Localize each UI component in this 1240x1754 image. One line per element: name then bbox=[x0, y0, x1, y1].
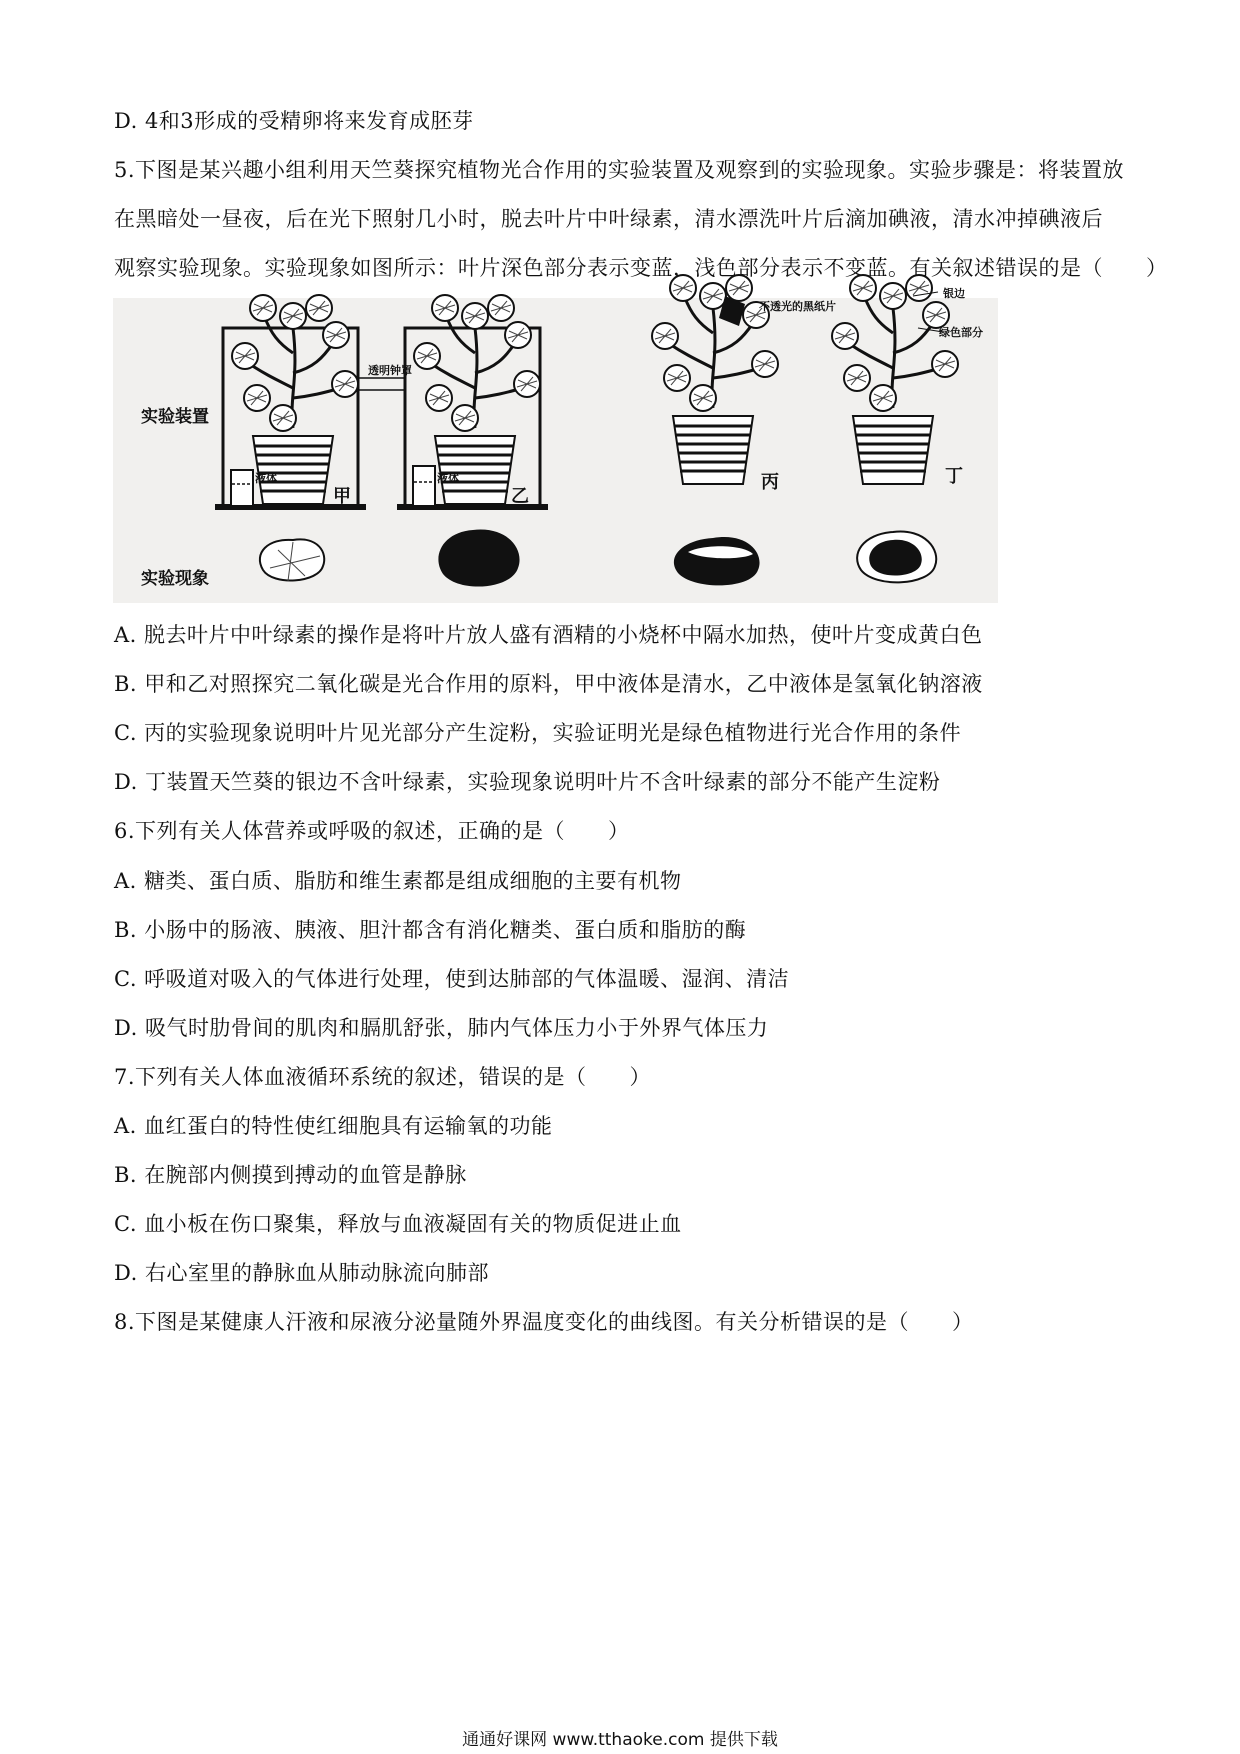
result-leaf-jia bbox=[260, 539, 324, 581]
question-6-stem: 6.下列有关人体营养或呼吸的叙述，正确的是（ ） bbox=[114, 819, 630, 843]
option-4d: D. 4和3形成的受精卵将来发育成胚芽 bbox=[114, 109, 474, 133]
green-part-label: 绿色部分 bbox=[939, 326, 983, 339]
silver-edge-label: 银边 bbox=[943, 287, 965, 300]
bell-jar-label: 透明钟罩 bbox=[368, 364, 412, 377]
question-8-stem: 8.下图是某健康人汗液和尿液分泌量随外界温度变化的曲线图。有关分析错误的是（ ） bbox=[114, 1310, 974, 1334]
question-7-option-d: D. 右心室里的静脉血从肺动脉流向肺部 bbox=[114, 1261, 489, 1285]
question-5-option-d: D. 丁装置天竺葵的银边不含叶绿素，实验现象说明叶片不含叶绿素的部分不能产生淀粉 bbox=[114, 770, 941, 794]
question-5-stem-line2: 在黑暗处一昼夜，后在光下照射几小时，脱去叶片中叶绿素，清水漂洗叶片后滴加碘液，清水冲掉碘液后 bbox=[114, 207, 1103, 231]
liquid-label-jia: 液体 bbox=[255, 472, 277, 485]
question-7-stem: 7.下列有关人体血液循环系统的叙述，错误的是（ ） bbox=[114, 1065, 652, 1089]
apparatus-yi-label: 乙 bbox=[511, 486, 529, 507]
result-leaf-ding bbox=[857, 532, 936, 583]
photosynthesis-experiment-figure bbox=[113, 287, 998, 603]
result-leaf-yi bbox=[438, 530, 519, 587]
footer-source: 通通好课网 www.tthaoke.com 提供下载 bbox=[462, 1730, 778, 1750]
question-5-option-a: A. 脱去叶片中叶绿素的操作是将叶片放人盛有酒精的小烧杯中隔水加热，使叶片变成黄白色 bbox=[114, 623, 983, 647]
liquid-label-yi: 液体 bbox=[437, 472, 459, 485]
row-label-setup: 实验装置 bbox=[141, 407, 209, 427]
apparatus-bing-label: 丙 bbox=[761, 472, 779, 493]
beaker-jia bbox=[231, 470, 253, 506]
question-5-option-c: C. 丙的实验现象说明叶片见光部分产生淀粉，实验证明光是绿色植物进行光合作用的条件 bbox=[114, 721, 962, 745]
question-6-option-d: D. 吸气时肋骨间的肌肉和膈肌舒张，肺内气体压力小于外界气体压力 bbox=[114, 1016, 769, 1040]
question-7-option-c: C. 血小板在伤口聚集，释放与血液凝固有关的物质促进止血 bbox=[114, 1212, 682, 1236]
apparatus-jia-label: 甲 bbox=[333, 486, 351, 507]
paper-label: 不透光的黑纸片 bbox=[759, 300, 836, 313]
question-5-stem-line1: 5.下图是某兴趣小组利用天竺葵探究植物光合作用的实验装置及观察到的实验现象。实验步骤是：将装置放 bbox=[114, 158, 1125, 182]
question-6-option-c: C. 呼吸道对吸入的气体进行处理，使到达肺部的气体温暖、湿润、清洁 bbox=[114, 967, 790, 991]
question-7-option-b: B. 在腕部内侧摸到搏动的血管是静脉 bbox=[114, 1163, 467, 1187]
result-leaf-bing bbox=[674, 537, 760, 585]
apparatus-ding-label: 丁 bbox=[945, 466, 963, 487]
question-6-option-a: A. 糖类、蛋白质、脂肪和维生素都是组成细胞的主要有机物 bbox=[114, 869, 682, 893]
question-7-option-a: A. 血红蛋白的特性使红细胞具有运输氧的功能 bbox=[114, 1114, 553, 1138]
row-label-result: 实验现象 bbox=[141, 569, 209, 589]
question-6-option-b: B. 小肠中的肠液、胰液、胆汁都含有消化糖类、蛋白质和脂肪的酶 bbox=[114, 918, 747, 942]
question-5-stem-line3: 观察实验现象。实验现象如图所示：叶片深色部分表示变蓝，浅色部分表示不变蓝。有关叙述错误的是（ ） bbox=[114, 256, 1168, 280]
question-5-option-b: B. 甲和乙对照探究二氧化碳是光合作用的原料，甲中液体是清水，乙中液体是氢氧化钠溶液 bbox=[114, 672, 983, 696]
beaker-yi bbox=[413, 466, 435, 506]
